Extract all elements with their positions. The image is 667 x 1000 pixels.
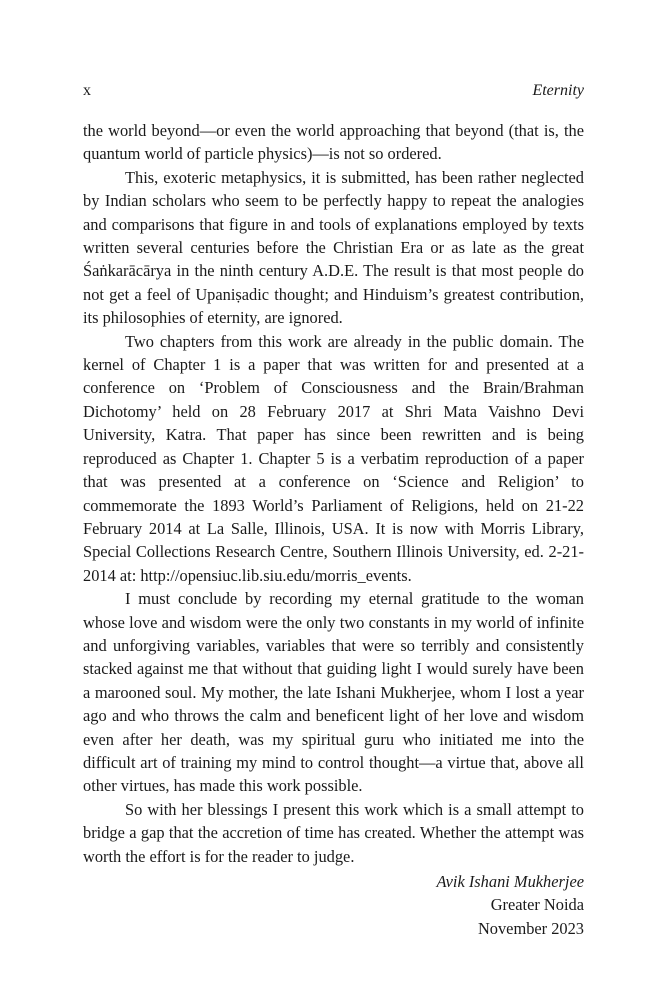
paragraph-public-domain-chapters: Two chapters from this work are already in the public domain. The kernel of Chapter 1 is a paper that was written for and presented at a conference on ‘Problem of Consciousness and the Brain/Brahman Dichotomy’ held on 28 February 2017 at Shri Mata Vaishno Devi University, Katra. That paper has since been rewritten and is being reproduced as Chapter 1. Chapter 5 is a verbatim reproduction of a paper that was presented at a conference on ‘Science and Religion’ to commemorate the 1893 World’s Parliament of Religions, held on 21-22 February 2014 at La Salle, Illinois, USA. It is now with Morris Library, Special Collections Research Centre, Southern Illinois University, ed. 2-21-2014 at: http://opensiuc.lib.siu.edu/morris_events. — [83, 331, 584, 585]
signature-place: Greater Noida — [490, 895, 584, 915]
book-page — [83, 0, 584, 1000]
signature-block — [83, 870, 584, 940]
paragraph-blessings: So with her blessings I present this work which is a small attempt to bridge a gap that the accretion of time has created. Whether the attempt was worth the effort is for the reader to judge. — [83, 799, 584, 866]
paragraph-continued: the world beyond—or even the world approaching that beyond (that is, the quantum world of particle physics)—is not so ordered. — [83, 121, 584, 164]
author-name: Avik Ishani Mukherjee — [436, 872, 584, 891]
signature-date: November 2023 — [477, 918, 584, 938]
body-text — [83, 119, 584, 940]
paragraph-gratitude: I must conclude by recording my eternal gratitude to the woman whose love and wisdom were the only two constants in my world of infinite and unforgiving variables, variables that were so terribly and consistently stacked against me that without that guiding light I would surely have been a marooned soul. My mother, the late Ishani Mukherjee, whom I lost a year ago and who throws the calm and beneficent light of her love and wisdom even after her death, was my spiritual guru who initiated me into the difficult art of training my mind to control thought—a virtue that, above all other virtues, has made this work possible. — [83, 589, 584, 796]
page-number: x — [83, 82, 91, 99]
paragraph-exoteric-metaphysics: This, exoteric metaphysics, it is submitted, has been rather neglected by Indian scholars who seem to be perfectly happy to repeat the analogies and comparisons that figure in and tools of explanations employed by texts written several centuries before the Christian Era or as late as the great Śaṅkarācārya in the ninth century A.D.E. The result is that most people do not get a feel of Upaniṣadic thought; and Hinduism’s greatest contribution, its philosophies of eternity, are ignored. — [83, 167, 584, 328]
running-head — [83, 80, 584, 102]
running-head-title: Eternity — [532, 82, 584, 99]
